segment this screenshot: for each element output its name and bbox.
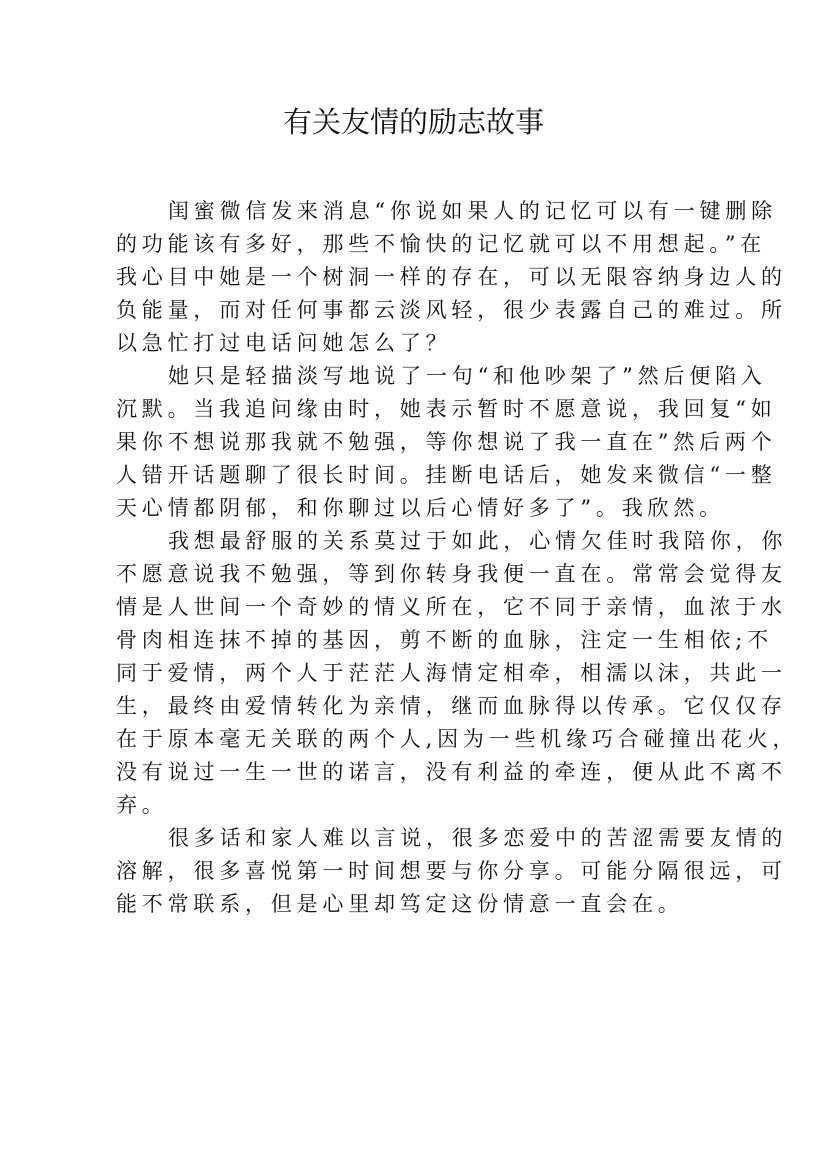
paragraph-line: 以急忙打过电话问她怎么了？ (116, 331, 452, 355)
paragraph-line: 骨肉相连抹不掉的基因，剪不断的血脉，注定一生相依;不 (116, 628, 773, 652)
paragraph-line: 在于原本毫无关联的两个人,因为一些机缘巧合碰撞出花火， (116, 727, 799, 751)
paragraph-line: 生，最终由爱情转化为亲情，继而血脉得以传承。它仅仅存 (116, 694, 787, 718)
paragraph-line: 同于爱情，两个人于茫茫人海情定相牵，相濡以沫，共此一 (116, 661, 787, 685)
paragraph-line: 我想最舒服的关系莫过于如此，心情欠佳时我陪你，你 (168, 529, 788, 553)
paragraph-line: 我心目中她是一个树洞一样的存在，可以无限容纳身边人的 (116, 265, 787, 289)
paragraph-line: 没有说过一生一世的诺言，没有利益的牵连，便从此不离不 (116, 760, 787, 784)
paragraph-line: 能不常联系，但是心里却笃定这份情意一直会在。 (116, 892, 684, 916)
paragraph-line: 人错开话题聊了很长时间。挂断电话后，她发来微信“一整 (116, 463, 777, 487)
paragraph-line: 她只是轻描淡写地说了一句“和他吵架了”然后便陷入 (168, 364, 767, 388)
paragraph-line: 果你不想说那我就不勉强，等你想说了我一直在”然后两个 (116, 430, 777, 454)
paragraph-line: 天心情都阴郁，和你聊过以后心情好多了”。我欣然。 (116, 496, 725, 520)
paragraph-line: 闺蜜微信发来消息“你说如果人的记忆可以有一键删除 (168, 199, 777, 223)
paragraph-line: 溶解，很多喜悦第一时间想要与你分享。可能分隔很远，可 (116, 859, 787, 883)
paragraph-line: 的功能该有多好，那些不愉快的记忆就可以不用想起。”在 (116, 232, 767, 256)
document-title: 有关友情的励志故事 (282, 105, 544, 139)
paragraph-line: 不愿意说我不勉强，等到你转身我便一直在。常常会觉得友 (116, 562, 787, 586)
paragraph-line: 沉默。当我追问缘由时，她表示暂时不愿意说，我回复“如 (116, 397, 777, 421)
paragraph-line: 负能量，而对任何事都云淡风轻，很少表露自己的难过。所 (116, 298, 787, 322)
paragraph-2 (116, 360, 777, 525)
paragraph-1 (116, 195, 787, 360)
paragraph-line: 很多话和家人难以言说，很多恋爱中的苦涩需要友情的 (168, 826, 788, 850)
paragraph-line: 情是人世间一个奇妙的情义所在，它不同于亲情，血浓于水 (116, 595, 787, 619)
document-body (116, 195, 799, 921)
paragraph-3 (116, 525, 799, 822)
paragraph-4 (116, 822, 788, 921)
paragraph-line: 弃。 (116, 793, 168, 817)
